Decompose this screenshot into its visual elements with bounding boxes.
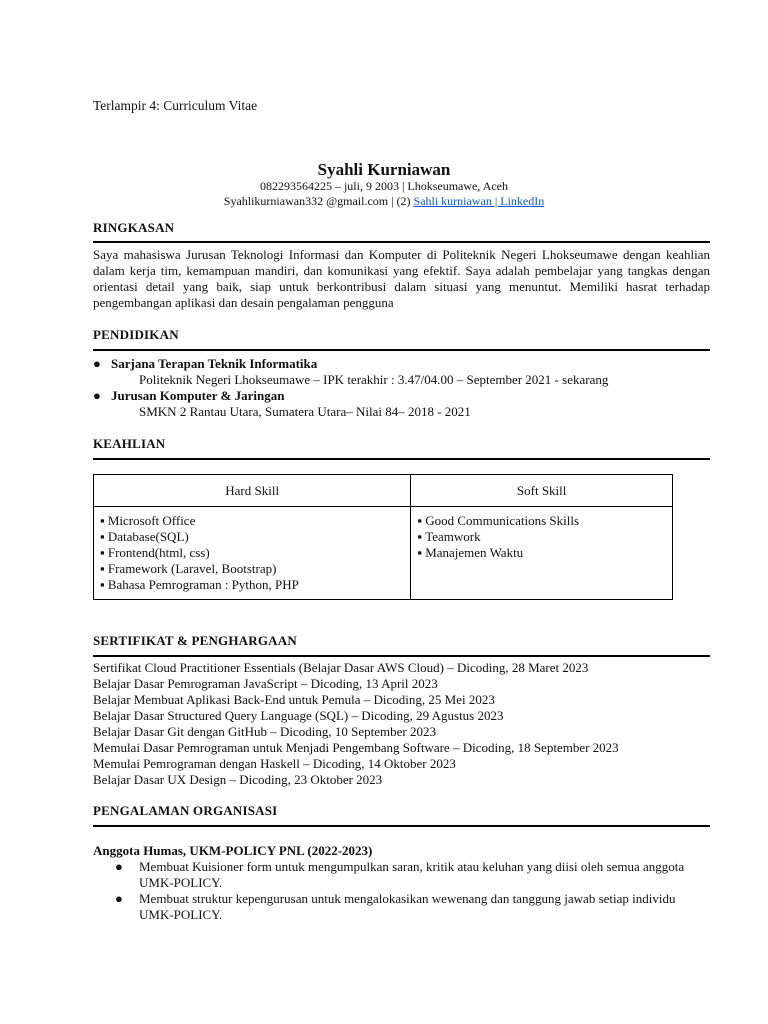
hard-skill-header: Hard Skill [94,475,411,507]
organization-duties [115,859,705,923]
contact-line: 082293564225 – juli, 9 2003 | Lhokseumawe, Aceh [259,179,509,193]
skills-table [93,474,673,600]
certificate-item: Belajar Membuat Aplikasi Back-End untuk Pemula – Dicoding, 25 Mei 2023 [93,692,495,707]
hard-skill-cell [94,507,411,600]
section-title-summary: RINGKASAN [93,220,175,235]
duty-text: Membuat Kuisioner form untuk mengumpulkan saran, kritik atau keluhan yang diisi oleh semua anggota UMK-POLICY. [139,859,685,890]
summary-paragraph: Saya mahasiswa Jurusan Teknologi Informasi dan Komputer di Politeknik Negeri Lhokseumawe dengan keahlian dalam kerja tim, kemampuan mandiri, dan komunikasi yang efektif. Saya adalah pembelajar yang tangkas dengan orientasi detail yang baik, siap untuk berkontribusi dalam situasi yang menuntut. Memiliki hasrat terhadap pengembangan aplikasi dan desain pengalaman pengguna [93,247,710,310]
education-detail: Politeknik Negeri Lhokseumawe – IPK terakhir : 3.47/04.00 – September 2021 - sekarang [139,372,609,387]
skill-item: ▪ Frontend(html, css) [100,545,404,561]
email-text: Syahlikurniawan332 @gmail.com | (2) [223,194,411,208]
linkedin-link[interactable]: Sahli kurniawan | LinkedIn [413,194,545,208]
section-title-organization: PENGALAMAN ORGANISASI [93,803,278,818]
skill-item: ▪ Good Communications Skills [417,513,666,529]
skill-item: ▪ Bahasa Pemrograman : Python, PHP [100,577,404,593]
soft-skill-cell [411,507,673,600]
bullet-icon: ● [115,859,123,874]
skill-item: ▪ Manajemen Waktu [417,545,666,561]
bullet-icon: ● [93,356,101,371]
certificate-item: Belajar Dasar Structured Query Language (SQL) – Dicoding, 29 Agustus 2023 [93,708,504,723]
section-title-certificates: SERTIFIKAT & PENGHARGAAN [93,633,297,648]
duty-text: Membuat struktur kepengurusan untuk mengalokasikan wewenang dan tanggung jawab setiap individu UMK-POLICY. [139,891,676,922]
skill-item: ▪ Teamwork [417,529,666,545]
soft-skill-list [417,513,666,561]
education-item [93,388,733,422]
hard-skill-list [100,513,404,593]
section-title-skills: KEAHLIAN [93,436,166,451]
bullet-icon: ● [115,891,123,906]
bullet-icon: ● [93,388,101,403]
duty-item [115,891,705,923]
education-detail: SMKN 2 Rantau Utara, Sumatera Utara– Nilai 84– 2018 - 2021 [139,404,471,419]
certificate-list [93,660,733,788]
section-divider [93,241,710,243]
section-divider [93,458,710,460]
attachment-label: Terlampir 4: Curriculum Vitae [93,98,258,113]
education-item [93,356,733,390]
education-degree: Jurusan Komputer & Jaringan [111,388,285,403]
certificate-item: Belajar Dasar Pemrograman JavaScript – Dicoding, 13 April 2023 [93,676,438,691]
certificate-item: Belajar Dasar Git dengan GitHub – Dicoding, 10 September 2023 [93,724,436,739]
certificate-item: Memulai Pemrograman dengan Haskell – Dicoding, 14 Oktober 2023 [93,756,456,771]
section-divider [93,655,710,657]
skill-item: ▪ Database(SQL) [100,529,404,545]
section-divider [93,349,710,351]
duty-item [115,859,705,891]
section-title-education: PENDIDIKAN [93,327,179,342]
soft-skill-header: Soft Skill [411,475,673,507]
skill-item: ▪ Microsoft Office [100,513,404,529]
certificate-item: Belajar Dasar UX Design – Dicoding, 23 Oktober 2023 [93,772,383,787]
cv-name: Syahli Kurniawan [317,160,451,179]
organization-role: Anggota Humas, UKM-POLICY PNL (2022-2023) [93,843,373,858]
contact-email-line [0,194,768,209]
skill-item: ▪ Framework (Laravel, Bootstrap) [100,561,404,577]
education-degree: Sarjana Terapan Teknik Informatika [111,356,318,371]
section-divider [93,825,710,827]
certificate-item: Memulai Dasar Pemrograman untuk Menjadi Pengembang Software – Dicoding, 18 September 2023 [93,740,619,755]
certificate-item: Sertifikat Cloud Practitioner Essentials (Belajar Dasar AWS Cloud) – Dicoding, 28 Maret 2023 [93,660,589,675]
